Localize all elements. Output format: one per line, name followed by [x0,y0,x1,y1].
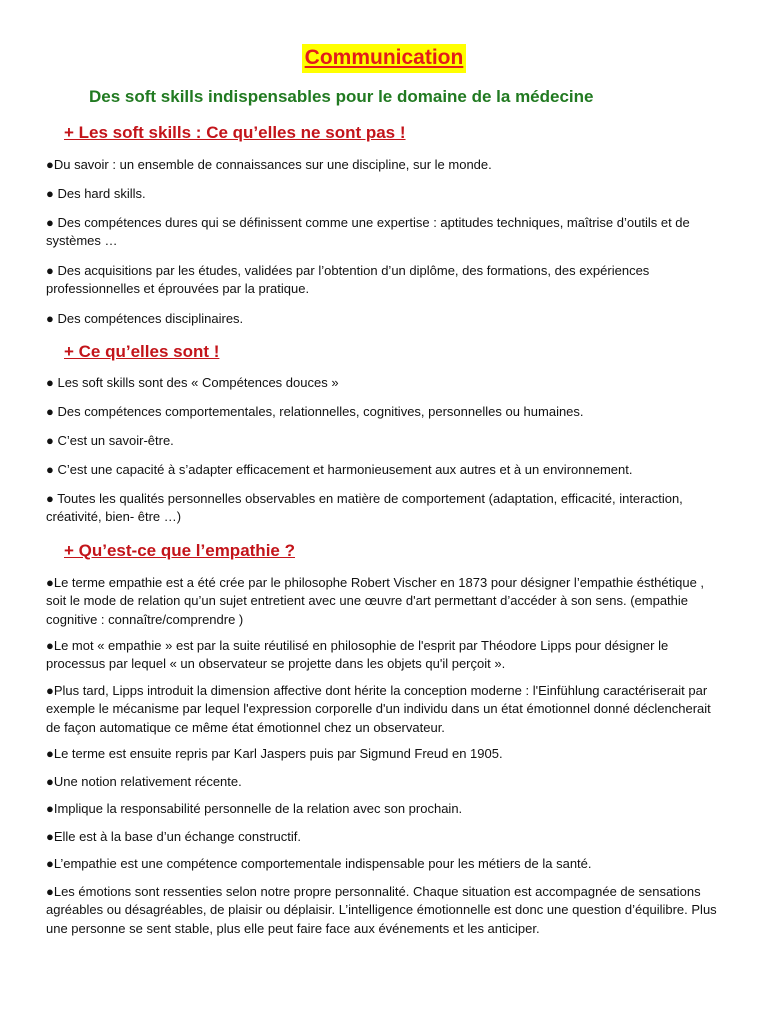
list-item: ●Une notion relativement récente. [46,774,242,789]
section-heading-are: + Ce qu’elles sont ! [64,342,220,361]
title-wrap [0,44,768,73]
page-subtitle: Des soft skills indispensables pour le domaine de la médecine [89,87,594,106]
list-item: ● Des acquisitions par les études, validées par l’obtention d’un diplôme, des formations, des expériences professionnelles et éprouvées par la pratique. [46,263,650,297]
list-item: ●Implique la responsabilité personnelle de la relation avec son prochain. [46,801,463,816]
list-item: ●L’empathie est une compétence comportementale indispensable pour les métiers de la santé. [46,856,592,871]
list-item: ●Elle est à la base d’un échange constructif. [46,829,302,844]
list-item: ●Le terme est ensuite repris par Karl Jaspers puis par Sigmund Freud en 1905. [46,746,503,761]
page-title: Communication [302,44,467,73]
list-item: ●Les émotions sont ressenties selon notre propre personnalité. Chaque situation est accompagnée de sensations agréables ou désagréables, de plaisir ou déplaisir. L’intelligence émotionnelle est donc une question d’équilibre. Plus une personne se sent stable, plus elle peut faire face aux événements et les anticiper. [46,884,717,936]
list-item: ● C’est un savoir-être. [46,433,174,448]
section-heading-empathy: + Qu’est-ce que l’empathie ? [64,541,295,560]
list-item: ● Des compétences comportementales, relationnelles, cognitives, personnelles ou humaines. [46,404,584,419]
list-item: ● C’est une capacité à s’adapter efficacement et harmonieusement aux autres et à un environnement. [46,462,633,477]
list-item: ●Plus tard, Lipps introduit la dimension affective dont hérite la conception moderne : l'Einfühlung caractériserait par exemple le mécanisme par lequel l'expression corporelle d'un individu dans un état émotionnel donné déclencherait de façon automatique ce même état émotionnel chez un observateur. [46,683,711,735]
list-item: ●Du savoir : un ensemble de connaissances sur une discipline, sur le monde. [46,157,492,172]
list-item: ● Toutes les qualités personnelles observables en matière de comportement (adaptation, efficacité, interaction, créativité, bien- être …) [46,491,683,525]
list-item: ●Le terme empathie est a été crée par le philosophe Robert Vischer en 1873 pour désigner l’empathie ésthétique , soit le mode de relation qu’un sujet entretient avec une œuvre d'art permettant d’accéder à son sens. (empathie cognitive : connaître/comprendre ) [46,575,705,627]
list-item: ● Des compétences disciplinaires. [46,311,244,326]
list-item: ● Des hard skills. [46,186,146,201]
list-item: ●Le mot « empathie » est par la suite réutilisé en philosophie de l'esprit par Théodore Lipps pour désigner le processus par lequel « un observateur se projette dans les objets qu'il perçoit ». [46,638,669,672]
list-item: ● Les soft skills sont des « Compétences douces » [46,375,339,390]
list-item: ● Des compétences dures qui se définissent comme une expertise : aptitudes techniques, maîtrise d’outils et de systèmes … [46,215,690,249]
section-heading-not: + Les soft skills : Ce qu’elles ne sont pas ! [64,123,406,142]
